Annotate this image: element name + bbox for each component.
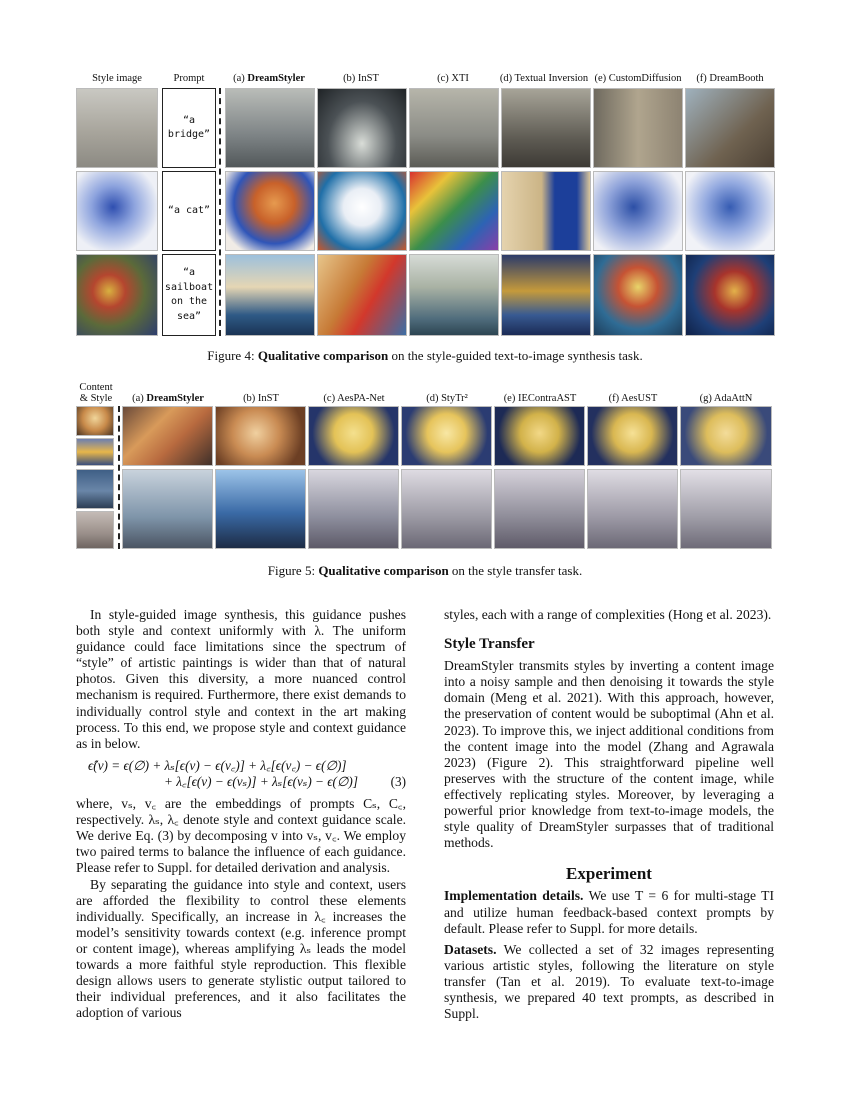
- fig4-style-image-cat: [76, 171, 158, 251]
- left-column: [76, 607, 406, 1021]
- fig5-header-stytr2: (d) StyTr²: [426, 393, 468, 404]
- fig4-output-xti-cat: [409, 171, 499, 251]
- fig5-header-aespa-net: (c) AesPA-Net: [323, 393, 385, 404]
- fig5-output-dreamstyler-portrait: [122, 406, 213, 466]
- fig5-header-adaattn: (g) AdaAttN: [699, 393, 753, 404]
- fig5-header-inst: (b) InST: [243, 393, 279, 404]
- fig5-output-dreamstyler-city: [122, 469, 213, 549]
- fig5-header-aesust: (f) AesUST: [608, 393, 658, 404]
- paragraph-separating-guidance: By separating the guidance into style and context, users are afforded the flexibility to control these elements individually. Specifically, an increase in λ꜀ increases the model’s sensitivity towards context (e.g. inference prompt or content image), whereas amplifying λₛ leads the model towards a more faithful style reproduction. This flexible design allows users to generate stylistic output tailored to their individual preferences, and it also facilitates the adoption of various: [76, 876, 406, 1021]
- fig5-output-aesust-portrait: [587, 406, 678, 466]
- fig4-output-dreamstyler-bridge: [225, 88, 315, 168]
- fig4-style-image-bridge: [76, 88, 158, 168]
- fig4-output-xti-sailboat: [409, 254, 499, 336]
- fig5-header-style: & Style: [79, 393, 113, 404]
- fig4-output-customdiffusion-sailboat: [593, 254, 683, 336]
- heading-experiment: Experiment: [566, 864, 652, 884]
- fig4-output-dreambooth-sailboat: [685, 254, 775, 336]
- equation-line-1: ϵ̂(v) = ϵ(∅) + λₛ[ϵ(v) − ϵ(v꜀)] + λ꜀[ϵ(v꜀) − ϵ(∅)]: [88, 757, 347, 773]
- fig4-output-xti-bridge: [409, 88, 499, 168]
- fig5-content-image-portrait: [76, 406, 114, 436]
- fig5-style-image-city: [76, 511, 114, 549]
- fig5-content-image-city: [76, 469, 114, 509]
- fig5-output-stytr2-portrait: [401, 406, 492, 466]
- fig4-header-dreamstyler: (a) DreamStyler: [233, 73, 305, 84]
- paragraph-style-transfer: DreamStyler transmits styles by inverting a content image into a noisy sample and then denoising it towards the style domain (Meng et al. 2021). With this approach, however, the preservation of content would be suboptimal (Ahn et al. 2023). To improve this, we inject additional conditions from the content image into the model (Zhang and Agrawala 2023) (Figure 2). This straightforward pipeline well preserves with the structure of the content image, while effectively replicating styles. Moreover, by leveraging a powerful prior knowledge from text-to-image models, the style quality of DreamStyler surpasses that of traditional methods.: [444, 658, 774, 851]
- equation-line-2: + λ꜀[ϵ(v) − ϵ(vₛ)] + λₛ[ϵ(vₛ) − ϵ(∅)]: [164, 773, 358, 789]
- paragraph-embeddings: where, vₛ, v꜀ are the embeddings of prompts Cₛ, C꜀, respectively. λₛ, λ꜀ denote style and context guidance scale. We derive Eq. (3) by decomposing v into vₛ, v꜀. We employ two paired terms to balance the influence of each guidance. Please refer to Suppl. for detailed derivation and analysis.: [76, 796, 406, 876]
- fig4-prompt-bridge-box: “a bridge”: [162, 88, 216, 168]
- fig4-output-customdiffusion-bridge: [593, 88, 683, 168]
- fig4-output-inst-sailboat: [317, 254, 407, 336]
- paragraph-implementation-details: Implementation details. We use T = 6 for multi-stage TI and utilize human feedback-based context prompts by default. Please refer to Suppl. for more details.: [444, 888, 774, 936]
- fig4-header-dreambooth: (f) DreamBooth: [696, 73, 764, 84]
- fig4-output-dreamstyler-cat: [225, 171, 315, 251]
- fig4-output-inst-bridge: [317, 88, 407, 168]
- fig4-output-textual-inversion-sailboat: [501, 254, 591, 336]
- fig4-header-customdiffusion: (e) CustomDiffusion: [594, 73, 682, 84]
- fig5-caption: Figure 5: Qualitative comparison on the style transfer task.: [267, 563, 583, 578]
- fig5-output-iecontraast-city: [494, 469, 585, 549]
- fig5-separator: [118, 406, 120, 549]
- fig5-output-adaattn-city: [680, 469, 772, 549]
- fig5-output-inst-portrait: [215, 406, 306, 466]
- equation-number: (3): [390, 773, 406, 789]
- fig5-output-adaattn-portrait: [680, 406, 772, 466]
- fig5-header-iecontraast: (e) IEContraAST: [503, 393, 577, 404]
- fig4-header-textual-inversion: (d) Textual Inversion: [499, 73, 589, 84]
- fig5-output-aespa-net-city: [308, 469, 399, 549]
- fig4-output-dreambooth-bridge: [685, 88, 775, 168]
- right-column: [444, 607, 774, 1022]
- fig4-header-prompt: Prompt: [173, 73, 205, 84]
- paragraph-datasets: Datasets. We collected a set of 32 images representing various artistic styles, following the literature on style transfer (Tan et al. 2019). To evaluate text-to-image synthesis, we prepared 40 text prompts, as described in Suppl.: [444, 941, 774, 1022]
- fig5-output-iecontraast-portrait: [494, 406, 585, 466]
- fig5-output-inst-city: [215, 469, 306, 549]
- equation-3: [88, 758, 406, 790]
- fig4-header-style-image: Style image: [92, 73, 142, 84]
- heading-style-transfer: Style Transfer: [444, 636, 535, 653]
- fig5-output-stytr2-city: [401, 469, 492, 549]
- fig5-output-aesust-city: [587, 469, 678, 549]
- fig4-separator: [219, 88, 221, 336]
- paragraph-styles-continued: styles, each with a range of complexities (Hong et al. 2023).: [444, 607, 772, 622]
- fig4-prompt-cat-box: “a cat”: [162, 171, 216, 251]
- fig5-header-dreamstyler: (a) DreamStyler: [132, 393, 204, 404]
- fig4-output-textual-inversion-cat: [501, 171, 591, 251]
- paragraph-guidance-intro: In style-guided image synthesis, this guidance pushes both style and context uniformly with λ. The uniform guidance could face limitations since the spectrum of “style” of artistic paintings is wider than that of natural photos. Given this diversity, a more nuanced control mechanism is required. Furthermore, there exist demands to individually control style and context in the art making process. To this end, we propose style and context guidance as in below.: [76, 607, 406, 751]
- fig4-header-xti: (c) XTI: [437, 73, 469, 84]
- fig5-header-content: Content: [79, 382, 113, 393]
- fig5-output-aespa-net-portrait: [308, 406, 399, 466]
- fig4-style-image-sailboat: [76, 254, 158, 336]
- fig4-output-dreambooth-cat: [685, 171, 775, 251]
- fig4-caption: Figure 4: Qualitative comparison on the style-guided text-to-image synthesis task.: [207, 348, 643, 363]
- fig4-output-textual-inversion-bridge: [501, 88, 591, 168]
- fig5-style-image-portrait: [76, 438, 114, 466]
- fig4-prompt-sailboat-box: “a sailboat on the sea”: [162, 254, 216, 336]
- fig4-output-inst-cat: [317, 171, 407, 251]
- fig4-output-dreamstyler-sailboat: [225, 254, 315, 336]
- fig4-output-customdiffusion-cat: [593, 171, 683, 251]
- fig4-header-inst: (b) InST: [343, 73, 379, 84]
